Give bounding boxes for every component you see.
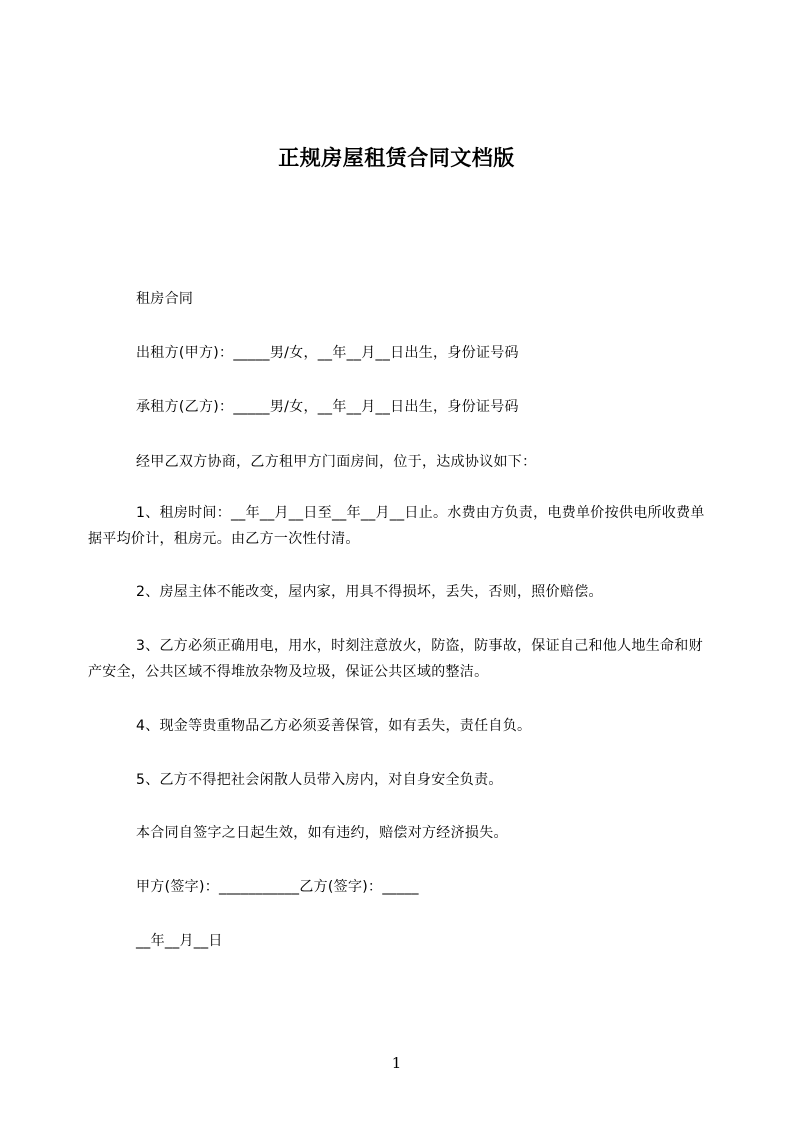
clause-5: 5、乙方不得把社会闲散人员带入房内，对自身安全负责。 <box>136 772 503 788</box>
signature-line: 甲方(签字)：___________乙方(签字)：_____ <box>136 879 419 895</box>
document-title: 正规房屋租赁合同文档版 <box>278 146 515 170</box>
page-number: 1 <box>391 1054 402 1072</box>
intro-line: 经甲乙双方协商，乙方租甲方门面房间，位于，达成协议如下： <box>136 454 537 470</box>
clause-1: 1、租房时间：__年__月__日至__年__月__日止。水费由方负责，电费单价按供电所收费单据平均价计，租房元。由乙方一次性付清。 <box>88 505 705 547</box>
clause-3: 3、乙方必须正确用电，用水，时刻注意放火，防盗，防事故，保证自己和他人地生命和财产安全，公共区域不得堆放杂物及垃圾，保证公共区域的整洁。 <box>88 638 703 680</box>
lessor-line: 出租方(甲方)：_____男/女，__年__月__日出生，身份证号码 <box>136 345 519 361</box>
contract-heading: 租房合同 <box>136 291 194 307</box>
effective-clause: 本合同自签字之日起生效，如有违约，赔偿对方经济损失。 <box>136 825 508 841</box>
lessee-line: 承租方(乙方)：_____男/女，__年__月__日出生，身份证号码 <box>136 399 519 415</box>
date-line: __年__月__日 <box>136 933 223 949</box>
clause-4: 4、现金等贵重物品乙方必须妥善保管，如有丢失，责任自负。 <box>136 718 532 734</box>
clause-2: 2、房屋主体不能改变，屋内家，用具不得损坏，丢失，否则，照价赔偿。 <box>136 584 603 600</box>
